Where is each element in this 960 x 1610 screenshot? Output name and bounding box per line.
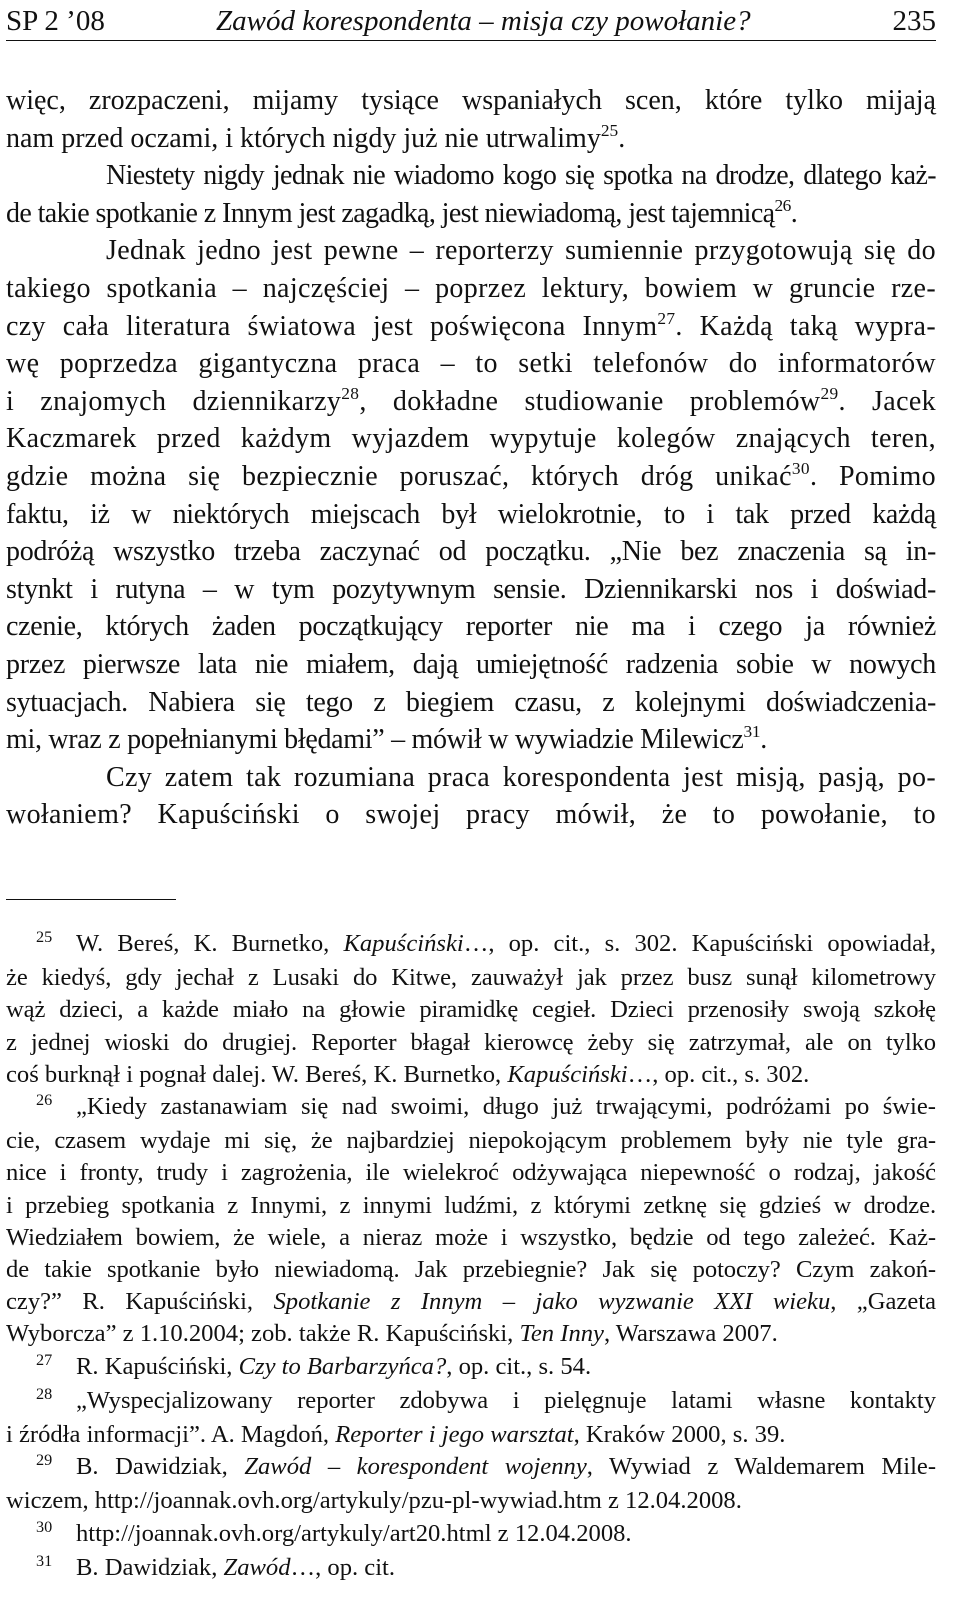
body-line: faktu, iż w niektórych miejscach był wielokrotnie, to i tak przed każdą [6, 498, 936, 530]
body-line: Niestety nigdy jednak nie wiadomo kogo się spotka na drodze, dlatego każ- [106, 160, 936, 192]
body-line: czy cała literatura światowa jest poświęcona Innym$^{27}$. Każdą taką wypra- [6, 308, 936, 342]
footnote-ref[interactable]: 27 [657, 308, 676, 328]
body-line: takiego spotkania – najczęściej – poprzez lektury, bowiem w gruncie rze- [6, 272, 936, 304]
footnote-line: Wiedziałem bowiem, że wiele, a nieraz może i wszystko, będzie od tego zależeć. Każ- [6, 1223, 936, 1251]
body-line: sytuacjach. Nabiera się tego z biegiem czasu, z kolejnymi doświadczenia- [6, 686, 936, 718]
footnote-number: 26 [36, 1091, 53, 1110]
footnote-ref[interactable]: 31 [743, 722, 761, 742]
footnote-line: wąż dzieci, a każde miało na głowie piramidkę cegieł. Dzieci przenosiły swoją szkołę [6, 996, 936, 1024]
footnote-27: 27 R. Kapuściński, Czy to Barbarzyńca?, op. cit., s. 54. [6, 1351, 936, 1385]
footnote-line: że kiedyś, gdy jechał z Lusaki do Kitwe, zauważył jak przez busz sunął kilometrowy [6, 964, 936, 992]
footnote-number: 31 [36, 1551, 53, 1570]
footnote-29: 29 B. Dawidziak, Zawód – korespondent wojenny, Wywiad z Waldemarem Mile- [6, 1451, 936, 1485]
body-line: mi, wraz z popełnianymi błędami” – mówił w wywiadzie Milewicz$^{31}$. [6, 722, 767, 756]
footnote-number: 30 [36, 1517, 53, 1536]
body-line: podróżą wszystko trzeba zaczynać od początku. „Nie bez znaczenia są in- [6, 536, 936, 568]
body-line: przez pierwsze lata nie miałem, dają umiejętność radzenia sobie w nowych [6, 648, 936, 680]
body-line: Jednak jedno jest pewne – reporterzy sumiennie przygotowują się do [106, 235, 936, 267]
footnote-25: 25 W. Bereś, K. Burnetko, Kapuściński…, op. cit., s. 302. Kapuściński opowiadał, [6, 928, 936, 962]
footnote-number: 27 [36, 1350, 53, 1369]
article-title: Zawód korespondenta – misja czy powołanie? [216, 5, 751, 37]
footnote-ref[interactable]: 28 [341, 384, 360, 404]
footnote-link[interactable]: http://joannak.ovh.org/artykuly/art20.html z 12.04.2008. [76, 1519, 632, 1547]
body-line: wołaniem? Kapuściński o swojej pracy mówił, że to powołanie, to [6, 799, 936, 831]
footnote-number: 25 [36, 928, 53, 947]
body-line: wę poprzedza gigantyczna praca – to setki telefonów do informatorów [6, 348, 936, 380]
body-line: czenie, których żaden początkujący reporter nie ma i czego ja również [6, 611, 936, 643]
body-line: de takie spotkanie z Innym jest zagadką, jest niewiadomą, jest tajemnicą$^{26}$. [6, 196, 798, 229]
body-line: Kaczmarek przed każdym wyjazdem wypytuje kolegów znających teren, [6, 423, 936, 455]
footnote-number: 29 [36, 1451, 53, 1470]
journal-issue: SP 2 ’08 [6, 5, 105, 37]
footnote-line: de takie spotkanie było niewiadomą. Jak przebiegnie? Jak się potoczy? Czym zakoń- [6, 1256, 936, 1284]
footnote-line: Wyborcza” z 1.10.2004; zob. także R. Kapuściński, Ten Inny, Warszawa 2007. [6, 1320, 778, 1348]
body-line: stynkt i rutyna – w tym pozytywnym sensie. Dziennikarski nos i doświad- [6, 573, 936, 605]
footnote-line [6, 1485, 936, 1517]
footnote-separator [6, 899, 176, 900]
page-number: 235 [892, 5, 936, 37]
footnote-line: z jednej wioski do drugiej. Reporter błagał kierowcę żeby się zatrzymał, ale on tylko [6, 1028, 936, 1056]
footnote-ref[interactable]: 29 [820, 384, 839, 404]
footnote-26: 26 „Kiedy zastanawiam się nad swoimi, długo już trwającymi, podróżami po świe- [6, 1091, 936, 1125]
footnote-line: czy?” R. Kapuściński, Spotkanie z Innym – jako wyzwanie XXI wieku, „Gazeta [6, 1288, 936, 1316]
footnote-30 [6, 1518, 936, 1552]
body-line: gdzie można się bezpiecznie poruszać, których dróg unikać$^{30}$. Pomimo [6, 459, 936, 492]
footnote-line: i źródła informacji”. A. Magdoń, Reporter i jego warsztat, Kraków 2000, s. 39. [6, 1421, 786, 1449]
body-line: i znajomych dziennikarzy$^{28}$, dokładne studiowanie problemów$^{29}$. Jacek [6, 384, 936, 417]
footnote-number: 28 [36, 1384, 53, 1403]
footnote-line: cie, czasem wydaje mi się, że najbardziej niepokojącym problemem były nie tyle gra- [6, 1127, 936, 1155]
footnote-line: i przebieg spotkania z Innymi, z innymi ludźmi, z którymi zetknę się gdzieś w drodze. [6, 1191, 936, 1219]
footnote-link[interactable]: wiczem, http://joannak.ovh.org/artykuly/pzu-pl-wywiad.htm z 12.04.2008. [6, 1487, 742, 1515]
body-line: nam przed oczami, i których nigdy już nie utrwalimy$^{25}$. [6, 120, 626, 154]
footnote-ref[interactable]: 26 [774, 196, 791, 216]
body-line: więc, zrozpaczeni, mijamy tysiące wspaniałych scen, które tylko mijają [6, 85, 936, 116]
body-text [6, 82, 936, 834]
footnote-ref[interactable]: 30 [791, 459, 810, 479]
footnote-28: 28 „Wyspecjalizowany reporter zdobywa i pielęgnuje latami własne kontakty [6, 1385, 936, 1419]
footnotes [6, 928, 936, 1586]
footnote-line: nice i fronty, trudy i zagrożenia, ile wielekroć odżywająca niepewność o rodzaj, jakość [6, 1159, 936, 1187]
footnote-line: coś burknął i pognał dalej. W. Bereś, K. Burnetko, Kapuściński…, op. cit., s. 302. [6, 1060, 810, 1088]
footnote-31: 31 B. Dawidziak, Zawód…, op. cit. [6, 1552, 936, 1586]
footnote-ref[interactable]: 25 [600, 120, 619, 140]
body-line: Czy zatem tak rozumiana praca korespondenta jest misją, pasją, po- [106, 761, 936, 793]
running-header [6, 2, 936, 41]
